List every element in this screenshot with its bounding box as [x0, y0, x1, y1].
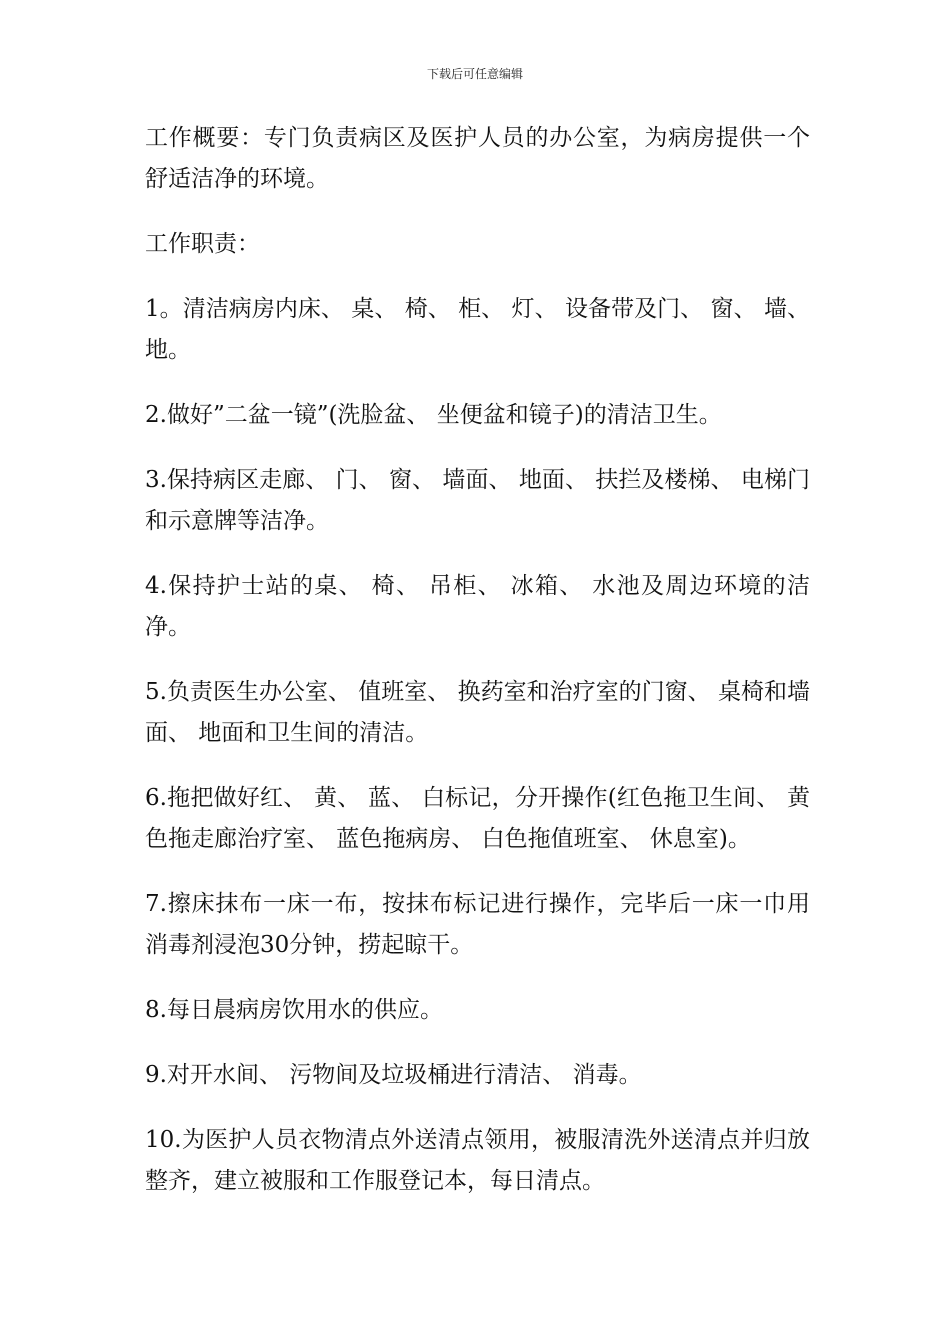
paragraph-item-10: 10.为医护人员衣物清点外送清点领用，被服清洗外送清点并归放整齐，建立被服和工作服登记本，每日清点。: [145, 1127, 810, 1194]
paragraph-duties-heading: 工作职责：: [145, 231, 260, 257]
paragraph-item-2: 2.做好”二盆一镜”(洗脸盆、 坐便盆和镜子)的清洁卫生。: [145, 402, 722, 428]
paragraph-item-7: 7.擦床抹布一床一布，按抹布标记进行操作，完毕后一床一巾用消毒剂浸泡30分钟，捞起晾干。: [145, 891, 810, 958]
page-header-note: 下载后可任意编辑: [426, 67, 523, 81]
paragraph-overview: 工作概要：专门负责病区及医护人员的办公室，为病房提供一个舒适洁净的环境。: [145, 125, 810, 192]
document-body: [145, 118, 810, 1226]
paragraph-item-8: 8.每日晨病房饮用水的供应。: [145, 997, 443, 1023]
paragraph-item-4: 4.保持护士站的桌、 椅、 吊柜、 冰箱、 水池及周边环境的洁净。: [145, 573, 810, 640]
paragraph-item-3: 3.保持病区走廊、 门、 窗、 墙面、 地面、 扶拦及楼梯、 电梯门和示意牌等洁净。: [145, 467, 810, 534]
paragraph-item-6: 6.拖把做好红、 黄、 蓝、 白标记，分开操作(红色拖卫生间、 黄色拖走廊治疗室、 蓝色拖病房、 白色拖值班室、 休息室)。: [145, 785, 810, 852]
paragraph-item-1: 1。清洁病房内床、 桌、 椅、 柜、 灯、 设备带及门、 窗、 墙、 地。: [145, 296, 810, 363]
paragraph-item-5: 5.负责医生办公室、 值班室、 换药室和治疗室的门窗、 桌椅和墙面、 地面和卫生间的清洁。: [145, 679, 810, 746]
paragraph-item-9: 9.对开水间、 污物间及垃圾桶进行清洁、 消毒。: [145, 1062, 642, 1088]
